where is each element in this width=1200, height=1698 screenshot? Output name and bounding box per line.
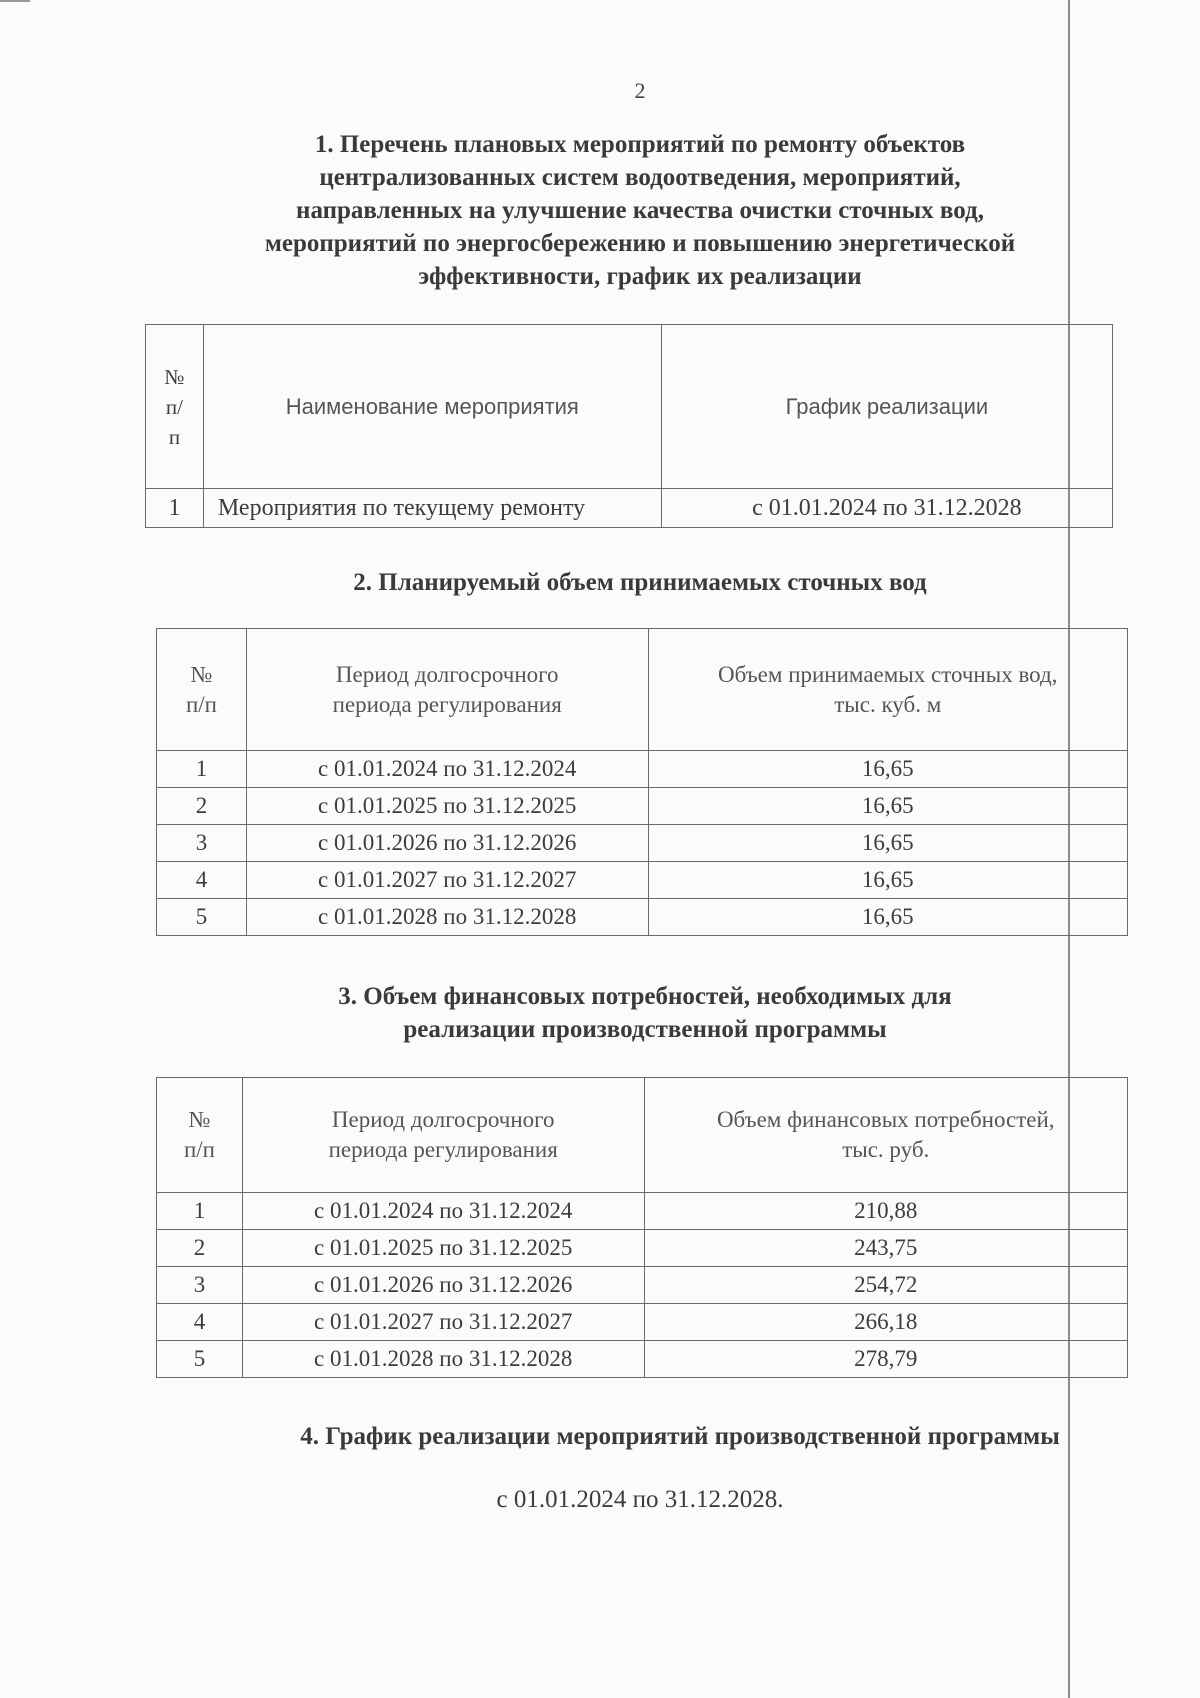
section1-title-line: 1. Перечень плановых мероприятий по ремонту объектов (314, 131, 966, 158)
header-period-line: периода регулирования (332, 691, 562, 717)
table-header-row (146, 325, 1113, 489)
header-num (146, 325, 204, 489)
row-value: 16,65 (648, 862, 1128, 899)
section3-table (156, 1077, 1128, 1378)
header-period (242, 1078, 644, 1193)
header-num-line: № (188, 1107, 211, 1132)
header-name: Наименование мероприятия (203, 325, 661, 489)
table-row (157, 899, 1128, 936)
header-num-line: № (164, 364, 185, 389)
row-period: с 01.01.2027 по 31.12.2027 (246, 862, 648, 899)
table-row (157, 862, 1128, 899)
row-period: с 01.01.2026 по 31.12.2026 (242, 1267, 644, 1304)
header-finance-line: Объем финансовых потребностей, (716, 1107, 1055, 1132)
row-num: 3 (157, 1267, 243, 1304)
row-value: 266,18 (644, 1304, 1128, 1341)
scan-edge-mark (0, 0, 30, 2)
header-num (157, 1078, 243, 1193)
header-finance (644, 1078, 1128, 1193)
page-number: 2 (634, 78, 646, 103)
row-value: 16,65 (648, 825, 1128, 862)
section1-title-line: централизованных систем водоотведения, мероприятий, (319, 164, 961, 191)
row-value: 254,72 (644, 1267, 1128, 1304)
header-schedule: График реализации (661, 325, 1112, 489)
header-num-line: п (168, 424, 181, 449)
row-period: с 01.01.2027 по 31.12.2027 (242, 1304, 644, 1341)
section4-schedule: с 01.01.2024 по 31.12.2028. (496, 1486, 784, 1513)
row-period: с 01.01.2024 по 31.12.2024 (246, 751, 648, 788)
row-value: 16,65 (648, 899, 1128, 936)
section1-table (145, 324, 1113, 528)
header-period-line: Период долгосрочного (335, 661, 559, 687)
section1-title-line: эффективности, график их реализации (418, 263, 862, 290)
row-num: 2 (157, 788, 247, 825)
row-period: с 01.01.2026 по 31.12.2026 (246, 825, 648, 862)
table-row (157, 1267, 1128, 1304)
header-volume-line: Объем принимаемых сточных вод, (718, 661, 1058, 687)
header-num-line: № (190, 661, 213, 687)
row-num: 1 (146, 489, 204, 528)
section3-title (0, 980, 1200, 1046)
row-value: 210,88 (644, 1193, 1128, 1230)
row-num: 4 (157, 1304, 243, 1341)
table-header-row (157, 629, 1128, 751)
row-num: 1 (157, 1193, 243, 1230)
table-row (157, 788, 1128, 825)
table-row (146, 489, 1113, 528)
section1-title (0, 128, 1200, 293)
row-period: с 01.01.2025 по 31.12.2025 (246, 788, 648, 825)
section1-title-line: мероприятий по энергосбережению и повышению энергетической (264, 230, 1016, 257)
section3-title-line: реализации производственной программы (403, 1016, 887, 1043)
header-num-line: п/п (183, 1137, 215, 1162)
section3-title-line: 3. Объем финансовых потребностей, необходимых для (338, 983, 952, 1010)
row-num: 2 (157, 1230, 243, 1267)
section2-table (156, 628, 1128, 936)
row-num: 1 (157, 751, 247, 788)
section2-title: 2. Планируемый объем принимаемых сточных вод (353, 569, 927, 596)
header-volume-line: тыс. куб. м (834, 691, 942, 717)
header-volume (648, 629, 1128, 751)
row-schedule: с 01.01.2024 по 31.12.2028 (661, 489, 1112, 528)
header-period (246, 629, 648, 751)
row-num: 3 (157, 825, 247, 862)
table-row (157, 1230, 1128, 1267)
row-value: 16,65 (648, 751, 1128, 788)
table-row (157, 751, 1128, 788)
header-period-line: Период долгосрочного (331, 1107, 555, 1132)
row-num: 5 (157, 899, 247, 936)
row-period: с 01.01.2024 по 31.12.2024 (242, 1193, 644, 1230)
table-row (157, 1193, 1128, 1230)
section1-title-line: направленных на улучшение качества очистки сточных вод, (296, 197, 984, 224)
table-header-row (157, 1078, 1128, 1193)
row-period: с 01.01.2028 по 31.12.2028 (246, 899, 648, 936)
section4-title: 4. График реализации мероприятий производственной программы (300, 1423, 1060, 1450)
table-row (157, 1304, 1128, 1341)
row-value: 16,65 (648, 788, 1128, 825)
table-row (157, 1341, 1128, 1378)
header-num-line: п/п (185, 691, 217, 717)
row-num: 4 (157, 862, 247, 899)
header-num-line: п/ (165, 394, 183, 419)
row-value: 243,75 (644, 1230, 1128, 1267)
row-num: 5 (157, 1341, 243, 1378)
row-period: с 01.01.2025 по 31.12.2025 (242, 1230, 644, 1267)
row-period: с 01.01.2028 по 31.12.2028 (242, 1341, 644, 1378)
table-row (157, 825, 1128, 862)
header-period-line: периода регулирования (328, 1137, 558, 1162)
row-name: Мероприятия по текущему ремонту (203, 489, 661, 528)
row-value: 278,79 (644, 1341, 1128, 1378)
header-finance-line: тыс. руб. (842, 1137, 930, 1162)
header-num (157, 629, 247, 751)
